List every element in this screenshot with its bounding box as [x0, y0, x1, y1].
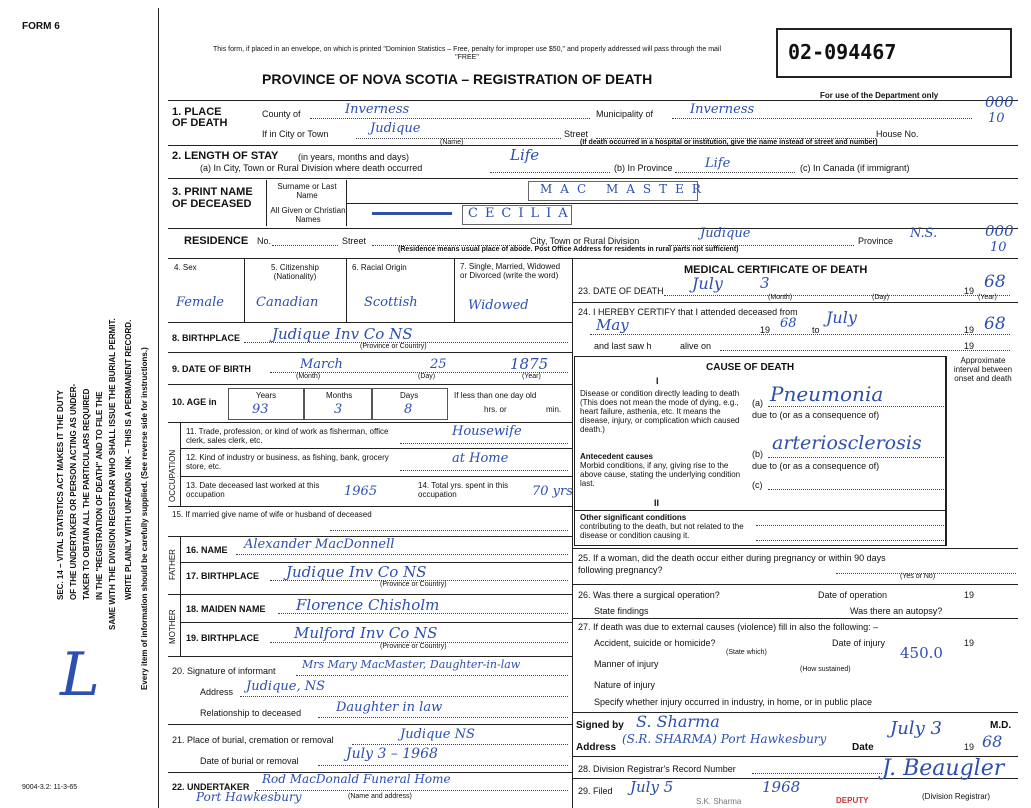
q27-label: 27. If death was due to external causes (violence) fill in also the following: – [578, 622, 879, 632]
antecedent-hint: Morbid conditions, if any, giving rise to the above cause, stating the underlying condition last. [580, 461, 741, 488]
due-to-a: due to (or as a consequence of) [752, 410, 880, 420]
attended-to-year: 68 [984, 314, 1006, 334]
marital-status-label: 7. Single, Married, Widowed or Divorced (write the word) [460, 262, 561, 280]
section-line-5 [168, 258, 1018, 259]
state-which-hint: (State which) [726, 649, 767, 656]
age-years: 93 [252, 402, 269, 417]
last-worked-value: 1965 [344, 484, 378, 499]
municipality-label: Municipality of [596, 109, 654, 119]
dept-code-1: 000 [985, 93, 1014, 111]
side-notice-5: SAME WITH THE DIVISION REGISTRAR WHO SHALL ISSUE THE BURIAL PERMIT. [108, 318, 117, 630]
stay-b-label: (b) In Province [614, 163, 673, 173]
attended-from-month: May [596, 316, 629, 334]
interval-label: Approximate interval between onset and death [953, 356, 1013, 383]
nature-label: Nature of injury [594, 680, 656, 690]
registrar-signature: J. Beaugler [882, 756, 1005, 781]
date-of-death-label: 23. DATE OF DEATH [578, 286, 664, 296]
residence-no-label: No. [257, 236, 272, 246]
surname-value: MAC MASTER [540, 182, 709, 196]
mother-birthplace-label: 19. BIRTHPLACE [186, 633, 260, 643]
other-conditions-hint: contributing to the death, but not related to the disease or condition causing it. [580, 522, 744, 540]
residence-city-label: City, Town or Rural Division [530, 236, 640, 246]
birthplace-label: 8. BIRTHPLACE [172, 333, 241, 343]
house-label: House No. [876, 129, 919, 139]
attended-from-year: 68 [780, 316, 797, 331]
last-worked-label: 13. Date deceased last worked at this occupation [186, 481, 320, 499]
physician-year-prefix: 19 [964, 742, 975, 752]
page-title: PROVINCE OF NOVA SCOTIA – REGISTRATION OF DEATH [262, 71, 653, 87]
mail-notice: This form, if placed in an envelope, on which is printed "Dominion Statistics – Free, penalty for improper use $50," and properly addressed will pass through the mail "FREE" [212, 46, 722, 61]
dod-year: 68 [984, 272, 1006, 292]
father-side-label: FATHER [168, 549, 177, 580]
specify-label: Specify whether injury occurred in industry, in home, or in public place [594, 697, 872, 707]
length-of-stay-hint: (in years, months and days) [298, 152, 410, 162]
date-of-injury: Date of injury [832, 638, 886, 648]
city-value: Judique [370, 121, 421, 136]
medical-cert-title: MEDICAL CERTIFICATE OF DEATH [684, 264, 868, 276]
how-sustained-hint: (How sustained) [800, 666, 851, 673]
relationship-value: Daughter in law [336, 700, 443, 715]
cause-b-label: (b) [752, 449, 763, 459]
trade-label: 11. Trade, profession, or kind of work as fisherman, office clerk, sales clerk, etc. [186, 427, 389, 445]
min-label: min. [546, 405, 562, 414]
injury-year-prefix: 19 [964, 638, 975, 648]
filed-date: July 5 [630, 778, 674, 796]
date-of-operation: Date of operation [818, 590, 888, 600]
city-name-hint: (Name) [440, 139, 464, 146]
dob-month-hint: (Month) [296, 373, 321, 380]
q26-label: 26. Was there a surgical operation? [578, 590, 720, 600]
mother-side-label: MOTHER [168, 609, 177, 644]
state-findings: State findings [594, 606, 649, 616]
sex-value: Female [176, 295, 224, 310]
father-birthplace-value: Judique Inv Co NS [286, 563, 427, 581]
undertaker-hint: (Name and address) [348, 793, 412, 800]
code-450: 450.0 [900, 644, 943, 662]
to-label: to [812, 325, 820, 335]
residence-label: RESIDENCE [184, 235, 249, 247]
residence-street-label: Street [342, 236, 367, 246]
informant-address-value: Judique, NS [246, 679, 325, 694]
side-notice-6: WRITE PLAINLY WITH UNFADING INK – THIS IS A PERMANENT RECORD. [124, 319, 133, 600]
section-top-line [168, 100, 1018, 101]
stay-a-value: Life [510, 146, 540, 164]
burial-place-label: 21. Place of burial, cremation or removal [172, 735, 334, 745]
physician-date: July 3 [890, 718, 942, 739]
dept-code-2: 10 [988, 111, 1005, 126]
dob-year: 1875 [510, 355, 549, 373]
place-of-death-label: 1. PLACE OF DEATH [172, 106, 228, 129]
dob-month: March [300, 357, 343, 372]
age-label: 10. AGE in [172, 397, 217, 407]
medical-divider [572, 258, 573, 808]
given-names-label: All Given or Christian Names [270, 206, 346, 224]
years-spent-label: 14. Total yrs. spent in this occupation [418, 481, 509, 499]
mother-birthplace-hint: (Province or Country) [380, 643, 447, 650]
yes-no-hint: (Yes or No) [900, 573, 936, 580]
cause-of-death-title: CAUSE OF DEATH [706, 362, 795, 373]
street-label: Street [564, 129, 589, 139]
residence-code-2: 10 [990, 240, 1007, 255]
undertaker-address: Port Hawkesbury [196, 790, 302, 804]
trade-value: Housewife [452, 424, 522, 439]
father-birthplace-hint: (Province or Country) [380, 581, 447, 588]
father-birthplace-label: 17. BIRTHPLACE [186, 571, 260, 581]
racial-origin-label: 6. Racial Origin [352, 263, 407, 272]
father-name-value: Alexander MacDonnell [244, 537, 395, 552]
age-days: 8 [404, 402, 413, 417]
accident-label: Accident, suicide or homicide? [594, 638, 716, 648]
dod-day-hint: (Day) [872, 294, 890, 301]
marital-status-value: Widowed [468, 298, 529, 313]
burial-place-value: Judique NS [400, 727, 475, 742]
occupation-side-label: OCCUPATION [168, 449, 177, 502]
part-2-label: II [654, 498, 660, 508]
city-label: If in City or Town [262, 129, 329, 139]
q29-label: 29. Filed [578, 786, 613, 796]
length-of-stay-label: 2. LENGTH OF STAY [172, 150, 279, 162]
to-year-prefix: 19 [964, 325, 975, 335]
cause-a-label: (a) [752, 398, 763, 408]
attended-to-month: July [826, 308, 857, 327]
registration-number: 02-094467 [788, 40, 897, 64]
hrs-label: hrs. or [484, 405, 507, 414]
antecedent-label: Antecedent causes [580, 452, 653, 461]
deputy-stamp: DEPUTY [836, 796, 869, 805]
municipality-value: Inverness [690, 102, 755, 117]
surname-label: Surname or Last Name [277, 182, 337, 200]
father-name-label: 16. NAME [186, 545, 228, 555]
mother-birthplace-value: Mulford Inv Co NS [294, 624, 438, 642]
dob-label: 9. DATE OF BIRTH [172, 364, 251, 374]
birthplace-hint: (Province or Country) [360, 343, 427, 350]
years-label: Years [256, 391, 277, 400]
spouse-label: 15. If married give name of wife or husband of deceased [172, 510, 372, 519]
disease-label: Disease or condition directly leading to death (This does not mean the mode of dying, e.g., heart failure, asthenia, etc. It means the disease, injury, or complication which caused death.) [580, 389, 740, 434]
physician-address-label: Address [576, 742, 617, 753]
mother-maiden-value: Florence Chisholm [296, 596, 440, 614]
dob-day: 25 [430, 357, 447, 372]
physician-signature: S. Sharma [636, 712, 720, 731]
months-label: Months [326, 391, 353, 400]
physician-address: (S.R. SHARMA) Port Hawkesbury [622, 732, 827, 746]
dob-year-hint: (Year) [522, 373, 541, 380]
county-value: Inverness [345, 102, 410, 117]
dod-year-hint: (Year) [978, 294, 997, 301]
registrar-hint: (Division Registrar) [922, 792, 991, 801]
registration-number-box [776, 28, 1012, 78]
days-label: Days [400, 391, 419, 400]
given-value: CECILIA [468, 206, 575, 221]
dod-month: July [692, 274, 723, 293]
hospital-note: (If death occurred in a hospital or institution, give the name instead of street and number) [580, 139, 878, 146]
last-saw-label: and last saw h [594, 341, 652, 351]
side-notice-4: IN THE "REGISTRATION OF DEATH" AND TO FILE THE [95, 391, 104, 600]
industry-label: 12. Kind of industry or business, as fishing, bank, grocery store, etc. [186, 453, 389, 471]
q28-label: 28. Division Registrar's Record Number [578, 764, 736, 774]
left-border [158, 8, 159, 808]
residence-code-1: 000 [985, 222, 1014, 240]
side-notice-7: Every item of information should be carefully supplied. (See reverse side for instructions.) [140, 347, 149, 690]
from-year-prefix: 19 [760, 325, 771, 335]
residence-city-value: Judique [700, 226, 751, 241]
stay-a-label: (a) In City, Town or Rural Division where death occurred [200, 163, 423, 173]
physician-date-year: 68 [982, 732, 1003, 751]
county-label: County of [262, 109, 301, 119]
burial-date-value: July 3 – 1968 [346, 746, 438, 762]
footer-name: S.K. Sharma [696, 797, 742, 806]
dod-month-hint: (Month) [768, 294, 793, 301]
section-line-4 [168, 228, 1018, 229]
mother-maiden-label: 18. MAIDEN NAME [186, 604, 266, 614]
part-1-label: I [656, 376, 659, 386]
undertaker-value: Rod MacDonald Funeral Home [262, 772, 451, 786]
alive-on-label: alive on [680, 341, 712, 351]
due-to-b: due to (or as a consequence of) [752, 461, 880, 471]
cause-a-value: Pneumonia [770, 382, 884, 406]
residence-province-value: N.S. [910, 226, 938, 241]
citizenship-label: 5. Citizenship (Nationality) [270, 263, 320, 281]
sex-label: 4. Sex [174, 263, 197, 272]
residence-province-label: Province [858, 236, 894, 246]
md-label: M.D. [990, 720, 1012, 731]
margin-mark: L [60, 640, 100, 710]
dod-day: 3 [760, 274, 770, 292]
crossed-out-name [372, 212, 452, 215]
residence-note: (Residence means usual place of abode. Post Office Address for residents in rural parts not sufficient) [398, 246, 739, 253]
alive-year-prefix: 19 [964, 341, 975, 351]
cause-b-value: arteriosclerosis [772, 432, 922, 454]
form-number-label: FORM 6 [22, 21, 60, 32]
undertaker-label: 22. UNDERTAKER [172, 782, 250, 792]
filed-year: 1968 [762, 778, 801, 796]
informant-sig-value: Mrs Mary MacMaster, Daughter-in-law [302, 658, 521, 671]
informant-sig-label: 20. Signature of informant [172, 666, 276, 676]
less-than-day-label: If less than one day old [454, 391, 537, 400]
signed-by-label: Signed by [576, 720, 624, 731]
burial-date-label: Date of burial or removal [200, 756, 299, 766]
stay-b-value: Life [705, 156, 731, 171]
industry-value: at Home [452, 451, 509, 466]
department-use-label: For use of the Department only [820, 91, 939, 100]
years-spent-value: 70 yrs [532, 484, 573, 499]
relationship-label: Relationship to deceased [200, 708, 302, 718]
footer-form-code: 9004-3.2: 11-3-65 [22, 784, 78, 791]
age-months: 3 [334, 402, 343, 417]
side-notice-2: OF THE UNDERTAKER OR PERSON ACTING AS UNDER- [69, 383, 78, 600]
birthplace-value: Judique Inv Co NS [272, 325, 413, 343]
cause-c-label: (c) [752, 480, 763, 490]
side-notice-1: SEC. 14 – VITAL STATISTICS ACT MAKES IT THE DUTY [56, 390, 65, 600]
stay-c-label: (c) In Canada (if immigrant) [800, 163, 910, 173]
q25-label: 25. If a woman, did the death occur either during pregnancy or within 90 days following pregnancy? [578, 553, 886, 575]
racial-origin-value: Scottish [364, 295, 418, 310]
side-notice-3: TAKER TO OBTAIN ALL THE PARTICULARS REQUIRED [82, 388, 91, 600]
name-of-deceased-label: 3. PRINT NAME OF DECEASED [172, 186, 253, 210]
manner-label: Manner of injury [594, 659, 659, 669]
certify-label: 24. I HEREBY CERTIFY that I attended deceased from [578, 307, 798, 317]
section-line-3 [168, 178, 1018, 179]
citizenship-value: Canadian [256, 295, 319, 310]
autopsy-label: Was there an autopsy? [850, 606, 943, 616]
dod-year-prefix: 19 [964, 286, 975, 296]
op-year-prefix: 19 [964, 590, 975, 600]
dob-day-hint: (Day) [418, 373, 436, 380]
physician-date-label: Date [852, 742, 874, 753]
informant-address-label: Address [200, 687, 234, 697]
other-conditions-label: Other significant conditions [580, 513, 687, 522]
